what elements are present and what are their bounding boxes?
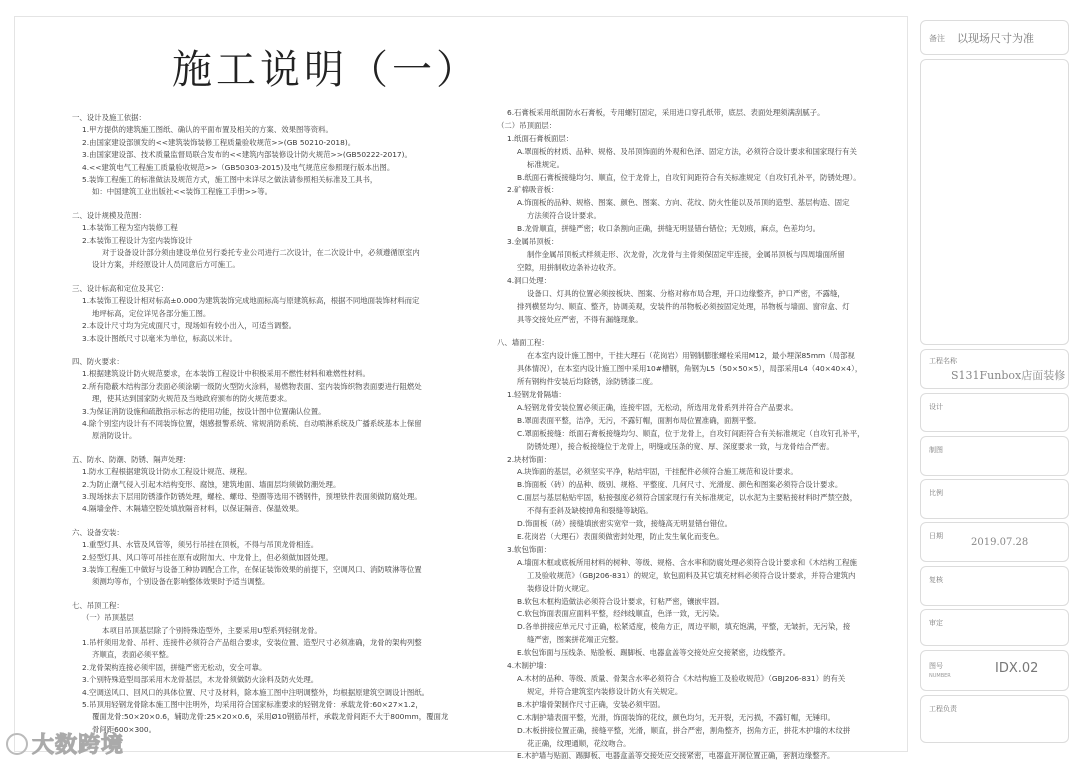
section-heading: 四、防火要求： [72, 356, 124, 366]
note-line: A.墙面木框或底板所用材料的树种、等级、规格、含水率和防腐处理必须符合设计要求和《木结构工程施 [517, 557, 857, 567]
note-line: 3.为保证消防设施和疏散指示标志的使用功能，按设计图中位置确认位置。 [82, 406, 326, 416]
watermark-text: 大数跨境 [32, 733, 125, 758]
note-line: 2.由国家建设部颁发的<<建筑装饰装修工程质量验收规范>>(GB 50210-2018)。 [82, 137, 356, 147]
note-line: 2.龙骨架构连接必须牢固，拼缝严密无松动，安全可靠。 [82, 662, 267, 672]
note-line: 空隙，用拼制收边条补边收齐。 [517, 262, 621, 272]
note-line: D.饰面板（砖）接缝填嵌密实宽窄一致，接缝高无明显错台错位。 [517, 519, 732, 529]
notes-section [497, 337, 864, 763]
notes-section [72, 454, 448, 516]
note-line: E.木护墙与贴面、踢脚板、电器盒盖等交接处应交接紧密，电器盒开洞位置正确，套割边缘整齐。 [517, 751, 835, 761]
drawing-no-sub: NUMBER [929, 673, 951, 679]
drawing-no-label: 图号 [929, 662, 943, 670]
notes-section [497, 107, 864, 326]
drawing-label: 制图 [929, 446, 943, 454]
notes-section [72, 600, 448, 736]
project-value: S131Funbox店面装修 [951, 369, 1066, 382]
drawing-box [920, 436, 1069, 476]
note-line: 4.<<建筑电气工程施工质量验收规范>>（GB50303-2015)及电气规范应参照现行版本出图。 [82, 162, 395, 172]
approve-box [920, 609, 1069, 646]
note-line: 制作金属吊顶板式样须走形、次龙骨，次龙骨与主骨须保固定牢连接，金属吊顶板与四周墙面所留 [527, 249, 845, 259]
section-heading: 二、设计规模及范围： [72, 210, 146, 220]
note-line: 骨间距600×300。 [92, 724, 156, 734]
note-line: 工及验收规范》（GBJ206-831）的规定，软包面料及其它填充材料必须符合设计要求，并符合建筑内 [527, 570, 856, 580]
note-line: 2.轻型灯具、风口等可吊挂在原有或附加大、中龙骨上，但必须做加固处理。 [82, 552, 333, 562]
review-label: 复核 [929, 576, 943, 584]
notes-section [72, 112, 448, 199]
note-line: 3.金属吊顶板： [507, 237, 559, 247]
design-label: 设计 [929, 403, 943, 411]
note-line: 原消防设计。 [92, 431, 137, 441]
date-box [920, 522, 1069, 562]
note-line: 5.装饰工程施工的标准做法及规范方式，施工图中未详尽之做法请参照相关标准及工具书， [82, 175, 378, 185]
note-line: 规定，并符合建筑室内装修设计防火有关规定。 [527, 686, 683, 696]
project-name-box [920, 349, 1069, 389]
note-line: 防锈处理），接合板接缝位于龙骨上，明缝或压条的宽、厚、深度要求一致，与龙骨结合严密。 [527, 441, 834, 451]
project-label: 工程名称 [929, 357, 957, 365]
section-heading: 一、设计及施工依据： [72, 113, 146, 122]
note-line: A.罩面板的材质、品种、规格、及吊顶饰面的外观和色泽、固定方法，必须符合设计要求和国家现行有关 [517, 146, 857, 156]
note-line: 1.本装饰工程设计相对标高±0.000为建筑装饰完成地面标高与原建筑标高，根据不同地面装饰材料而定 [82, 296, 420, 306]
scale-box [920, 479, 1069, 519]
note-line: A.饰面板的品种、规格、图案、颜色、图案、方向、花纹、防火性能以及吊顶的造型、基层构造、固定 [517, 198, 850, 208]
note-line: 理，使其达到国家防火规范及当地政府颁布的防火规范要求。 [92, 394, 292, 404]
note-line: 排列横竖均匀、顺直、整齐，协调美观，安装件的吊物板必须按固定处理，吊物板与墙面、窗帘盒、灯 [517, 301, 850, 311]
notes-right-column [497, 107, 864, 774]
note-line: 1.轻钢龙骨隔墙： [507, 390, 566, 400]
note-line: 齐顺直，表面必须平整。 [92, 650, 174, 660]
note-line: C.面层与基层粘贴牢固，粘接强度必须符合国家现行有关标准规定，以水泥为主要粘接材料时严禁空鼓， [517, 493, 858, 503]
note-line: 设计方案，并经原设计人员同意后方可施工。 [92, 260, 240, 270]
note-line: 4.空调送风口、回风口的具体位置、尺寸及材料，除本施工图中注明调整外，均根据原建筑空调设计图纸。 [82, 687, 430, 697]
note-line: 3.现场抹去下层用防锈漆作防锈处理，螺栓、螺母、垫圈等选用不锈钢件，预埋铁件表面须做防腐处理。 [82, 491, 422, 501]
note-line: 具等交接处应严密，不得有漏缝现象。 [517, 314, 643, 324]
note-line: 2.矿棉吸音板： [507, 185, 559, 195]
remark-value: 以现场尺寸为准 [957, 32, 1034, 45]
note-line: 4.木制护墙： [507, 661, 552, 671]
note-line: 2.本设计尺寸均为完成面尺寸，现场如有较小出入，可适当调整。 [82, 321, 296, 331]
note-line: 1.纸面石膏板面层： [507, 133, 574, 143]
section-heading: 七、吊顶工程： [72, 600, 124, 610]
note-line: 4.隔墙金件、木隔墙空腔处填放隔音材料，以保证隔音、保温效果。 [82, 504, 304, 514]
notes-section [72, 527, 448, 589]
note-line: 不得有歪斜及缺棱掉角和裂缝等缺陷。 [527, 506, 653, 516]
note-line: 1.本装饰工程为室内装修工程 [82, 223, 178, 233]
note-line: 3.软包饰面： [507, 544, 552, 554]
review-box [920, 566, 1069, 606]
scale-label: 比例 [929, 489, 943, 497]
date-label: 日期 [929, 532, 943, 540]
note-line: 5.吊顶用轻钢龙骨除本施工图中注明外，均采用符合国家标准要求的轻钢龙骨：承载龙骨:60×27×1.2， [82, 700, 423, 710]
note-line: 1.甲方提供的建筑施工图纸、确认的平面布置及相关的方案、效果图等资料。 [82, 125, 333, 135]
watermark-logo-icon [6, 733, 28, 755]
date-value: 2019.07.28 [971, 537, 1029, 548]
leader-label: 工程负责 [929, 705, 957, 713]
section-heading: 三、设计标高和定位及其它： [72, 283, 169, 293]
design-box [920, 393, 1069, 432]
note-line: 对于设备设计部分须由建设单位另行委托专业公司进行二次设计，在二次设计中，必须遵循原室内 [102, 248, 420, 258]
note-line: 1.吊杆须用龙骨、吊杆、连接件必须符合产品组合要求，安装位置、造型尺寸必须准确，龙骨的架构列整 [82, 638, 422, 648]
note-line: A.木材的品种、等级、质量、骨架含水率必须符合《木结构施工及验收规范》（GBJ206-831）的有关 [517, 673, 846, 683]
note-line: D.各单拼接应单元尺寸正确，松紧适度，棱角方正，周边平顺，填充饱满，平整，无皱折，无污染，接 [517, 622, 851, 632]
note-line: 地坪标高，定位详见各部分施工图。 [92, 308, 211, 318]
note-line: 3.装饰工程施工中做好与设备工种协调配合工作，在保证装饰效果的前提下，空调风口、消防喷淋等位置 [82, 565, 422, 574]
note-line: 4.除个别室内设计有不同装饰位置，烟感报警系统、常规消防系统、自动喷淋系统及广播系统基本上保留 [82, 418, 422, 428]
notes-section [72, 210, 448, 272]
note-line: 1.防水工程根据建筑设计防水工程设计规范、规程。 [82, 467, 252, 477]
note-line: 方法须符合设计要求。 [527, 211, 601, 221]
note-line: C.木制护墙表面平整，光滑，饰面装饰的花纹，颜色均匀，无开裂，无污损，不露钉帽，无锤印。 [517, 712, 835, 722]
note-line: C.罩面板接缝：纸面石膏板接缝均匀、顺直，位于龙骨上，自攻钉间距符合有关标准规定（自攻钉孔补平， [517, 428, 865, 438]
note-line: C.软包饰面表面应面料平整，经纬线顺直，色泽一致，无污染。 [517, 609, 725, 619]
note-line: B.罩面表面平整，洁净，无污，不露钉帽，面割布局位置准确，面割平整。 [517, 415, 761, 425]
note-line: 2.为防止潮气侵入引起木结构变形、腐蚀，建筑地面、墙面层均须做防潮处理。 [82, 479, 341, 489]
note-line: 3.本设计图纸尺寸以毫米为单位，标高以米计。 [82, 333, 237, 343]
section-heading: （二）吊顶面层： [497, 120, 557, 130]
remark-box [920, 20, 1069, 55]
note-line: 1.根据建筑设计防火规范要求，在本装饰工程设计中积极采用不燃性材料和难燃性材料。 [82, 369, 370, 379]
note-line: B.龙骨顺直，拼缝严密；收口条割向正确，拼缝无明显错台错位；无划痕，麻点，色差均匀。 [517, 224, 821, 234]
section-heading: 八、墙面工程： [497, 338, 549, 348]
note-line: 4.洞口处理： [507, 275, 552, 285]
drawing-number-box [920, 650, 1069, 691]
note-line: （一）吊顶基层 [82, 613, 134, 623]
note-line: 在本室内设计施工图中，干挂大理石（花岗岩）用钢制膨胀螺栓采用M12，最小埋深85mm（局部视 [527, 351, 855, 361]
blank-area-box [920, 59, 1069, 345]
drawing-no-value: IDX.02 [995, 661, 1039, 676]
note-line: 具体情况），在本室内设计施工图中采用10#槽钢，角钢为L5（50×50×5），局部采用L4（40×40×4）， [517, 364, 863, 374]
project-leader-box [920, 695, 1069, 743]
note-line: B.木护墙骨架制作尺寸正确，安装必须牢固。 [517, 699, 665, 709]
notes-left-column [72, 112, 448, 747]
note-line: E.软包饰面与压线条、贴脸板、踢脚板、电器盒盖等交接处应交接紧密，边线整齐。 [517, 648, 791, 658]
watermark [6, 728, 124, 759]
note-line: 缝严密，图案拼花端正完整。 [527, 635, 624, 645]
note-line: D.木板拼接位置正确，接缝平整，光滑，顺直，拼合严密，割角整齐，拐角方正，拼花木护墙的木纹拼 [517, 725, 851, 735]
note-line: 2.所有隐蔽木结构部分表面必须涂刷一级防火型防火涂料，易燃物表面、室内装饰织物表面要进行阻燃处 [82, 381, 422, 391]
note-line: 设备口、灯具的位置必须按板块、图案、分格对称布局合理，开口边缘整齐，护口严密，不露缝， [527, 288, 845, 298]
note-line: 2.本装饰工程设计为室内装饰设计 [82, 235, 193, 245]
note-line: B.纸面石膏板接缝均匀、顺直，位于龙骨上，自攻钉间距符合有关标准规定（自攻钉孔补平，防锈处理）。 [517, 172, 861, 182]
note-line: 装修设计防火规定。 [527, 583, 594, 593]
remark-label: 备注 [929, 34, 945, 43]
notes-section [72, 283, 448, 345]
note-line: 须测均等布，个别设备在影响整体效果时予适当调整。 [92, 577, 270, 587]
note-line: 3.个别特殊造型局部采用木龙骨基层，木龙骨须做防火涂料及防火处理。 [82, 675, 319, 685]
note-line: 如：中国建筑工业出版社<<装饰工程施工手册>>等。 [92, 187, 272, 197]
note-line: 所有钢构件安装后均除锈，涂防锈漆二度。 [517, 377, 658, 387]
note-line: 2.块材饰面： [507, 454, 552, 464]
note-line: B.饰面板（砖）的品种、级别、规格、平整度、几何尺寸、光滑度、颜色和图案必须符合设计要求。 [517, 480, 843, 490]
note-line: 覆面龙骨:50×20×0.6，辅助龙骨:25×20×0.6，采用Ø10钢筋吊杆，承载龙骨间距不大于800mm，覆面龙 [92, 712, 449, 722]
note-line: B.软包木框构造做法必须符合设计要求，钉粘严密，镶嵌牢固。 [517, 596, 724, 606]
section-heading: 六、设备安装： [72, 527, 124, 537]
note-line: A.轻钢龙骨安装位置必须正确，连接牢固，无松动，所选用龙骨系列并符合产品要求。 [517, 402, 798, 412]
note-line: 花正确，纹理通顺，花纹吻合。 [527, 738, 631, 748]
note-line: E.花岗岩（大理石）表面须做密封处理，防止发生氧化而变色。 [517, 532, 724, 541]
notes-section [72, 356, 448, 443]
note-line: 3.由国家建设部、技术质量监督局联合发布的<<建筑内部装修设计防火规范>>(GB50222-2017)。 [82, 150, 412, 160]
note-line: A.块饰面的基层，必须坚实平净，粘结牢固，干挂配件必须符合施工规范和设计要求。 [517, 467, 798, 477]
section-heading: 五、防水、防潮、防锈、隔声处理： [72, 454, 191, 464]
note-line: 1.重型灯具、水管及风管等，须另行吊挂在顶板，不得与吊顶龙骨相连。 [82, 540, 319, 550]
note-line: 6.石膏板采用纸面防水石膏板，专用螺钉固定，采用进口穿孔纸带，底层、表面处理须满刮腻子。 [507, 108, 825, 117]
page-title: 施工说明（一） [172, 47, 480, 93]
approve-label: 审定 [929, 619, 943, 627]
note-line: 标准规定。 [527, 159, 564, 169]
note-line: 本项目吊顶基层除了个别特殊造型外，主要采用U型系列轻钢龙骨。 [102, 625, 322, 635]
